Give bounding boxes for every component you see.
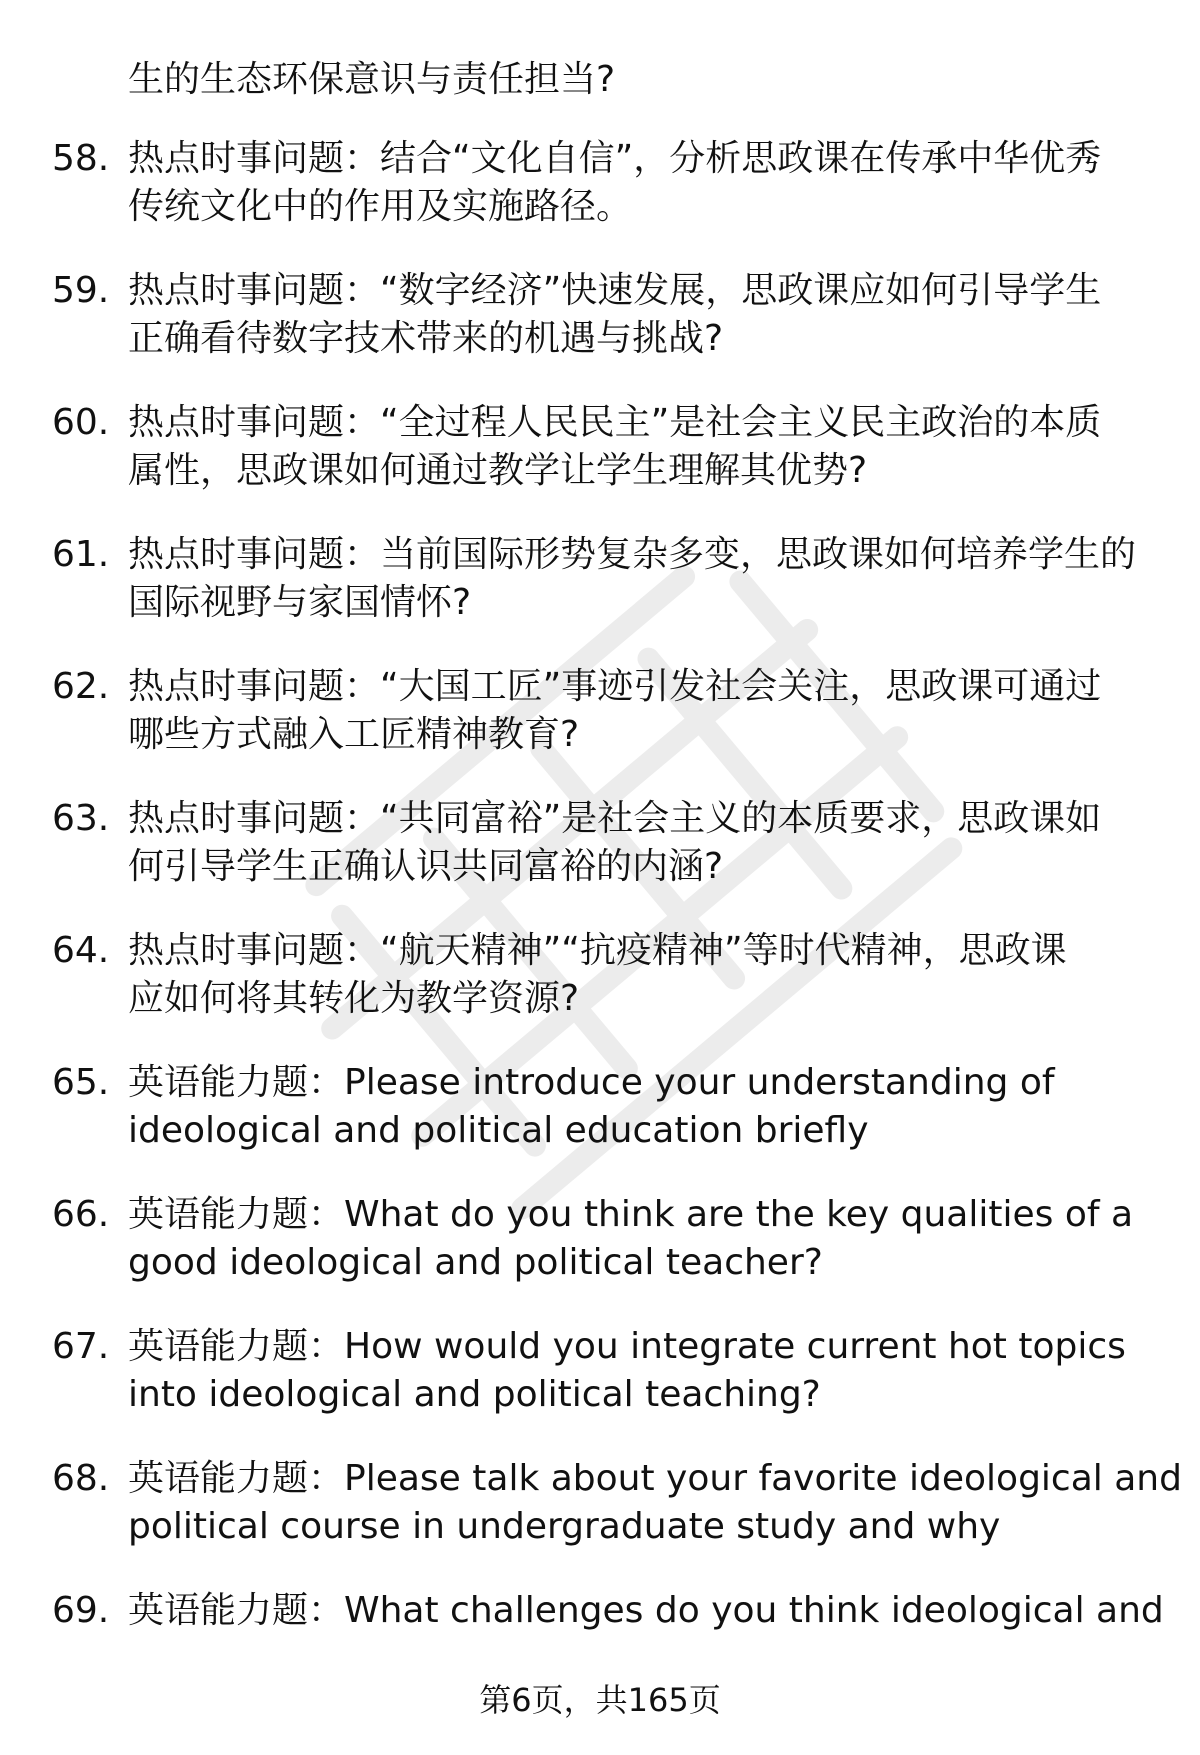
question-text-line-2: 正确看待数字技术带来的机遇与挑战? [128, 318, 724, 359]
question-text-line-1: 英语能力题：What do you think are the key qualities of a [128, 1194, 1134, 1235]
question-text-line-2: good ideological and political teacher? [128, 1242, 823, 1283]
question-number: 65. [52, 1062, 110, 1103]
question-number: 62. [52, 666, 110, 707]
question-text-line-1: 英语能力题：What challenges do you think ideological and [128, 1590, 1164, 1631]
continued-line: 生的生态环保意识与责任担当? [128, 59, 616, 100]
question-item [0, 267, 1200, 399]
question-number: 66. [52, 1194, 110, 1235]
question-text-line-1: 英语能力题：How would you integrate current hot topics [128, 1326, 1126, 1367]
question-text-line-1: 热点时事问题：“全过程人民民主”是社会主义民主政治的本质 [128, 402, 1102, 443]
question-text-line-1: 热点时事问题：“航天精神”“抗疫精神”等时代精神，思政课 [128, 930, 1067, 971]
question-text-line-1: 热点时事问题：当前国际形势复杂多变，思政课如何培养学生的 [128, 534, 1137, 575]
question-item [0, 1323, 1200, 1455]
question-text-line-2: political course in undergraduate study and why [128, 1506, 1001, 1547]
question-number: 59. [52, 270, 110, 311]
question-text-line-1: 英语能力题：Please talk about your favorite ideological and [128, 1458, 1182, 1499]
question-number: 68. [52, 1458, 110, 1499]
question-text-line-2: into ideological and political teaching? [128, 1374, 821, 1415]
question-text-line-1: 热点时事问题：“数字经济”快速发展，思政课应如何引导学生 [128, 270, 1102, 311]
question-item [0, 399, 1200, 531]
question-text-line-2: 哪些方式融入工匠精神教育? [128, 714, 580, 755]
question-number: 63. [52, 798, 110, 839]
question-text-line-1: 热点时事问题：“共同富裕”是社会主义的本质要求，思政课如 [128, 798, 1102, 839]
question-item [0, 135, 1200, 267]
question-list [0, 135, 1200, 1719]
question-item [0, 531, 1200, 663]
question-item [0, 1059, 1200, 1191]
question-text-line-2: 传统文化中的作用及实施路径。 [128, 186, 633, 227]
question-number: 60. [52, 402, 110, 443]
question-text-line-1: 英语能力题：Please introduce your understanding of [128, 1062, 1055, 1103]
question-text-line-2: 应如何将其转化为教学资源? [128, 978, 580, 1019]
question-text-line-2: 国际视野与家国情怀? [128, 582, 472, 623]
question-number: 64. [52, 930, 110, 971]
question-text-line-2: 属性，思政课如何通过教学让学生理解其优势? [128, 450, 868, 491]
question-number: 69. [52, 1590, 110, 1631]
question-item [0, 927, 1200, 1059]
question-item [0, 663, 1200, 795]
page-footer: 第6页，共165页 [479, 1681, 721, 1719]
question-number: 67. [52, 1326, 110, 1367]
question-text-line-2: ideological and political education briefly [128, 1110, 869, 1151]
question-number: 58. [52, 138, 110, 179]
question-text-line-2: 何引导学生正确认识共同富裕的内涵? [128, 846, 724, 887]
question-text-line-1: 热点时事问题：“大国工匠”事迹引发社会关注，思政课可通过 [128, 666, 1102, 707]
question-text-line-1: 热点时事问题：结合“文化自信”，分析思政课在传承中华优秀 [128, 138, 1102, 179]
question-item [0, 1191, 1200, 1323]
question-item [0, 795, 1200, 927]
question-number: 61. [52, 534, 110, 575]
question-item [0, 1455, 1200, 1587]
